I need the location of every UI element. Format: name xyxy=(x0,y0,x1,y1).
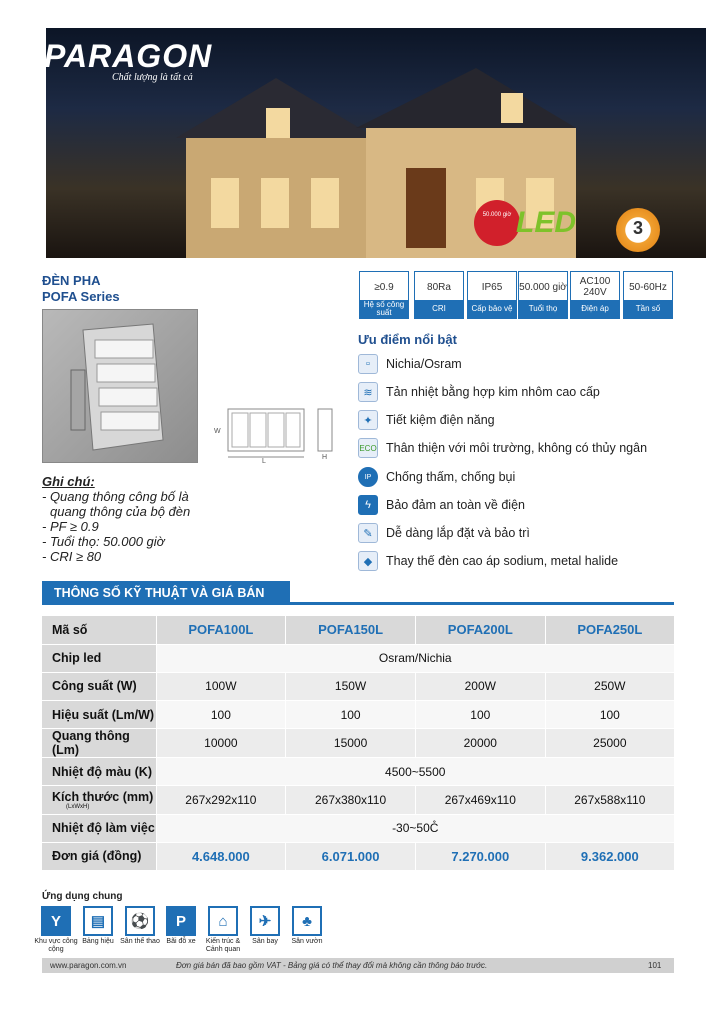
table-row xyxy=(42,644,674,672)
table-cell: 10000 xyxy=(156,729,286,758)
row-label: Hiệu suất (Lm/W) xyxy=(42,701,156,729)
heat-sink-icon: ≋ xyxy=(358,382,378,402)
advantage-item xyxy=(358,466,515,488)
dim-w-label: W xyxy=(214,428,221,435)
application-label: Sân bay xyxy=(252,938,278,945)
application-item xyxy=(285,906,329,946)
price-cell: 4.648.000 xyxy=(156,842,286,870)
dim-l-label: L xyxy=(262,458,266,463)
advantage-label: Chống thấm, chống bụi xyxy=(386,470,516,484)
row-label: Chip led xyxy=(42,644,156,672)
table-row xyxy=(42,814,674,842)
table-row xyxy=(42,729,674,758)
row-label-size xyxy=(42,786,156,814)
table-row xyxy=(42,786,674,814)
application-item xyxy=(118,906,162,946)
table-cell: 4500~5500 xyxy=(156,758,674,786)
led-badge: LED xyxy=(516,206,576,239)
row-label: Nhiệt độ làm việc xyxy=(42,814,156,842)
airport-icon: ✈ xyxy=(250,906,280,936)
spec-box-voltage xyxy=(570,271,620,319)
price-cell: 6.071.000 xyxy=(286,842,416,870)
table-header-row xyxy=(42,616,674,644)
advantage-label: Tản nhiệt bằng hợp kim nhôm cao cấp xyxy=(386,385,600,399)
row-label: Mã số xyxy=(42,616,156,644)
architecture-icon: ⌂ xyxy=(208,906,238,936)
row-label: Đơn giá (đồng) xyxy=(42,842,156,870)
spec-label: Cấp bảo vệ xyxy=(468,300,516,318)
spec-label: Điện áp xyxy=(571,300,619,318)
advantages-title: Ưu điểm nổi bật xyxy=(358,332,457,347)
note-line: quang thông của bộ đèn xyxy=(50,504,191,519)
note-line: - CRI ≥ 80 xyxy=(42,549,102,564)
application-item xyxy=(76,906,120,946)
garden-icon: ♣ xyxy=(292,906,322,936)
application-label: Sân thể thao xyxy=(120,938,160,945)
note-line: - Quang thông công bố là xyxy=(42,489,189,504)
page-number: 101 xyxy=(648,961,662,970)
advantage-item xyxy=(358,437,647,459)
brand-logo: PARAGON xyxy=(44,38,213,74)
note-line: - PF ≥ 0.9 xyxy=(42,519,99,534)
notes-block xyxy=(42,474,190,564)
brand-tagline: Chất lượng là tất cả xyxy=(112,72,193,83)
sports-icon: ⚽ xyxy=(125,906,155,936)
spec-label: Tuổi thọ xyxy=(519,300,567,318)
spec-price-table xyxy=(42,616,674,871)
spec-value: IP65 xyxy=(481,281,503,293)
advantage-item xyxy=(358,353,462,375)
spec-value: 50.000 giờ xyxy=(519,281,567,293)
note-line: - Tuổi thọ: 50.000 giờ xyxy=(42,534,165,549)
billboard-icon: ▤ xyxy=(83,906,113,936)
spec-label: Hệ số công suất xyxy=(360,300,408,318)
parking-icon: P xyxy=(166,906,196,936)
led-chip-icon: ▫ xyxy=(358,354,378,374)
table-cell: 267x292x110 xyxy=(156,786,286,814)
table-cell: 100W xyxy=(156,672,286,700)
energy-saving-icon: ✦ xyxy=(358,410,378,430)
model-cell: POFA200L xyxy=(415,616,545,644)
table-row xyxy=(42,672,674,700)
table-cell: 250W xyxy=(545,672,674,700)
advantage-item xyxy=(358,381,600,403)
table-cell: 150W xyxy=(286,672,416,700)
page-footer xyxy=(42,958,674,973)
table-cell: 100 xyxy=(545,701,674,729)
table-cell: 267x380x110 xyxy=(286,786,416,814)
advantage-label: Tiết kiệm điện năng xyxy=(386,413,495,427)
advantage-item xyxy=(358,494,525,516)
table-cell: Osram/Nichia xyxy=(156,644,674,672)
table-cell: 100 xyxy=(415,701,545,729)
warranty-badge-icon xyxy=(616,208,660,252)
table-cell: 25000 xyxy=(545,729,674,758)
warranty-years: 3 xyxy=(632,218,643,238)
application-item xyxy=(34,906,78,954)
spec-value: ≥0.9 xyxy=(374,281,394,293)
application-label: Khu vực công cộng xyxy=(34,938,78,953)
table-cell: 20000 xyxy=(415,729,545,758)
product-photo xyxy=(42,309,198,463)
table-cell: 200W xyxy=(415,672,545,700)
dimension-drawing xyxy=(210,405,340,463)
table-row xyxy=(42,701,674,729)
model-cell: POFA250L xyxy=(545,616,674,644)
ip65-icon: IP xyxy=(358,467,378,487)
advantage-item xyxy=(358,409,495,431)
price-cell: 7.270.000 xyxy=(415,842,545,870)
spec-box-ip xyxy=(467,271,517,319)
table-cell: 100 xyxy=(156,701,286,729)
application-item xyxy=(243,906,287,946)
spec-box-pf xyxy=(359,271,409,319)
spec-box-lifetime xyxy=(518,271,568,319)
application-label: Bảng hiệu xyxy=(82,938,114,945)
spec-label: Tần số xyxy=(624,300,672,318)
section-title: THÔNG SỐ KỸ THUẬT VÀ GIÁ BÁN xyxy=(42,581,290,605)
applications-title: Ứng dụng chung xyxy=(42,891,123,902)
row-label: Quang thông (Lm) xyxy=(42,729,156,758)
table-cell: 15000 xyxy=(286,729,416,758)
advantage-label: Bảo đảm an toàn về điện xyxy=(386,498,525,512)
product-name: ĐÈN PHA xyxy=(42,273,101,288)
price-cell: 9.362.000 xyxy=(545,842,674,870)
model-cell: POFA100L xyxy=(156,616,286,644)
advantage-item xyxy=(358,522,530,544)
product-series: POFA Series xyxy=(42,289,120,304)
application-label: Sân vườn xyxy=(291,938,323,945)
advantage-label: Thay thế đèn cao áp sodium, metal halide xyxy=(386,554,619,568)
row-label: Nhiệt độ màu (K) xyxy=(42,758,156,786)
notes-title: Ghi chú: xyxy=(42,474,95,489)
table-cell: 100 xyxy=(286,701,416,729)
spec-box-frequency xyxy=(623,271,673,319)
dim-h-label: H xyxy=(322,454,328,461)
application-item xyxy=(159,906,203,946)
diamond-icon: ◆ xyxy=(358,551,378,571)
row-label: Công suất (W) xyxy=(42,672,156,700)
table-row xyxy=(42,758,674,786)
application-label: Kiến trúc & Cảnh quan xyxy=(205,938,241,953)
install-icon: ✎ xyxy=(358,523,378,543)
application-item xyxy=(201,906,245,954)
model-cell: POFA150L xyxy=(286,616,416,644)
spec-box-cri xyxy=(414,271,464,319)
row-sublabel: (LxWxH) xyxy=(66,804,90,811)
spec-value: AC100 240V xyxy=(579,276,611,298)
row-label: Kích thước (mm) xyxy=(52,790,154,805)
footer-note: Đơn giá bán đã bao gồm VAT - Bảng giá có thể thay đổi mà không cần thông báo trước. xyxy=(176,961,488,970)
footer-website: www.paragon.com.vn xyxy=(50,961,127,970)
application-label: Bãi đỗ xe xyxy=(166,938,196,945)
spec-value: 50-60Hz xyxy=(629,281,667,293)
spec-value: 80Ra xyxy=(427,281,451,293)
table-cell: -30~50C̊ xyxy=(156,814,674,842)
advantage-label: Thân thiện với môi trường, không có thủy ngân xyxy=(386,441,648,455)
lifetime-seal: 50.000 giờ xyxy=(474,200,520,246)
table-cell: 267x588x110 xyxy=(545,786,674,814)
advantage-label: Dễ dàng lắp đặt và bảo trì xyxy=(386,526,530,540)
table-cell: 267x469x110 xyxy=(415,786,545,814)
advantage-item xyxy=(358,550,618,572)
shield-bolt-icon: ϟ xyxy=(358,495,378,515)
table-row-price xyxy=(42,842,674,870)
advantage-label: Nichia/Osram xyxy=(386,357,462,371)
eco-icon: ECO xyxy=(358,438,378,458)
street-light-icon: Y xyxy=(41,906,71,936)
section-header xyxy=(42,581,674,605)
spec-label: CRI xyxy=(415,300,463,318)
